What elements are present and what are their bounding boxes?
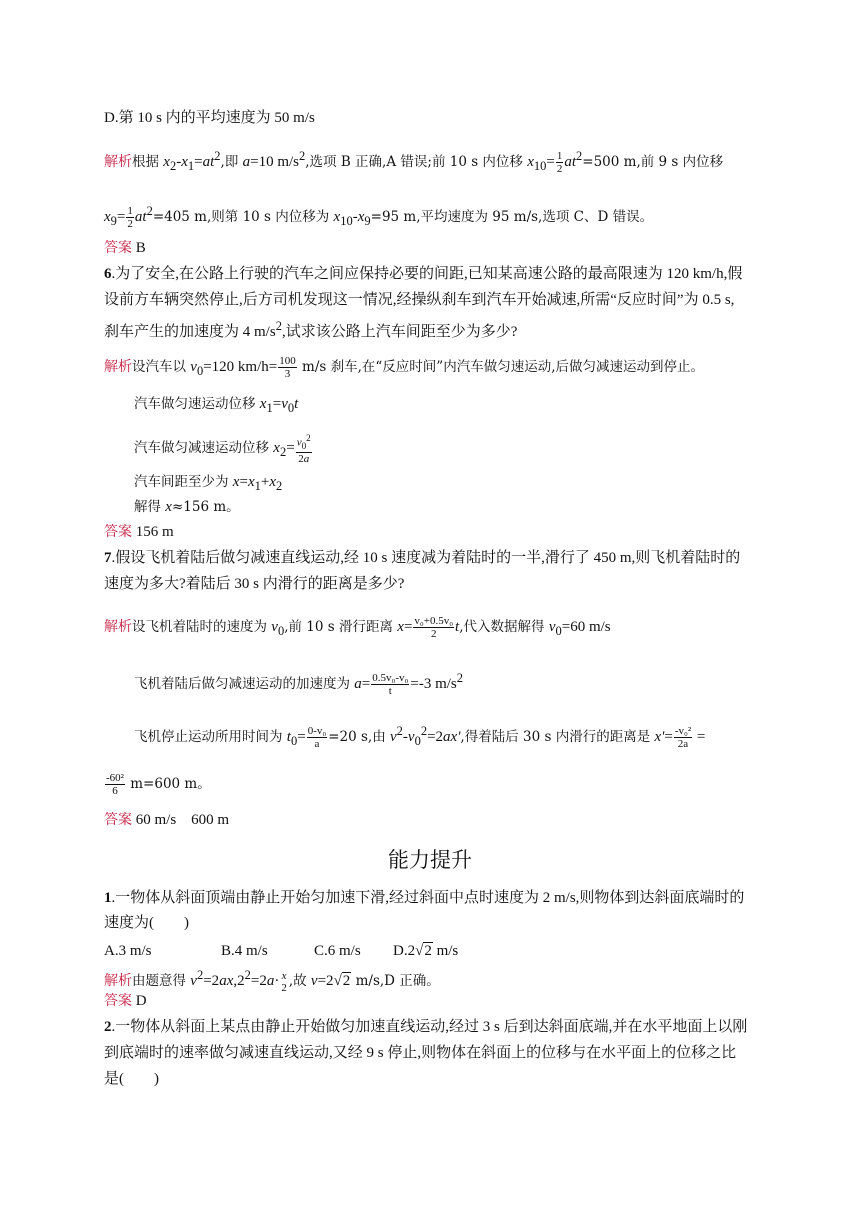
- question-2-line: 2.一物体从斜面上某点由静止开始做匀加速直线运动,经过 3 s 后到达斜面底端,并在水平地面上以刚: [104, 1019, 748, 1035]
- question-2-line: 到底端时的速率做匀减速直线运动,又经 9 s 停止,则物体在斜面上的位移与在水平面上的位移之比: [104, 1045, 737, 1061]
- fraction: $\frac{\text{-v₀²}}{2a}$: [674, 725, 692, 751]
- analysis-line: 解析由题意得 $v^2=2ax,2^2=2a\cdot x$ 2 ,故 v=2√2 m/s,D 正确。: [104, 968, 440, 994]
- analysis-line: 解析设飞机着陆时的速度为 $v_0$,前 10 s 滑行距离 x= $\frac{\text{v₀+0.5v₀}}{2}$ t,代入数据解得 $v_0=60$ m/s: [104, 615, 611, 640]
- option-a: A.3 m/s: [104, 943, 152, 959]
- question-6-line: 设前方车辆突然停止,后方司机发现这一情况,经操纵刹车到汽车开始减速,所需“反应时间”为 0.5 s,: [104, 292, 735, 308]
- fraction: $\frac{\text{0-v₀}}{a}$: [307, 725, 327, 751]
- option-c: C.6 m/s: [314, 943, 361, 959]
- analysis-line: $\frac{\text{-60²}}{6}$ m=600 m。: [106, 772, 211, 797]
- question-2-line: 是( ): [104, 1071, 159, 1087]
- question-6-line: 刹车产生的加速度为 4 $m/s^2$,试求该公路上汽车间距至少为多少?: [104, 319, 518, 340]
- option-d: D.2√2 m/s: [393, 943, 459, 959]
- option-d-line: D.第 10 s 内的平均速度为 50 m/s: [104, 110, 315, 126]
- analysis-line: 解析设汽车以 $v_0=120$ km/h= $\frac{100}{3}$ m/s 刹车,在“反应时间”内汽车做匀速运动,后做匀减速运动到停止。: [104, 355, 704, 380]
- question-7-line: 7.假设飞机着陆后做匀减速直线运动,经 10 s 速度减为着陆时的一半,滑行了 450 m,则飞机着陆时的: [104, 550, 741, 566]
- question-7-line: 速度为多大?着陆后 30 s 内滑行的距离是多少?: [104, 576, 405, 592]
- options-line: [104, 941, 458, 961]
- analysis-line: $x_9=$ $\frac{1}{2}$ $at^2=405$ m,则第 10 s 内位移为 $x_{10}-x_9=95$ m,平均速度为 95 m/s,选项 C、D 错误。: [104, 204, 654, 231]
- question-1-line: 1.一物体从斜面顶端由静止开始匀加速下滑,经过斜面中点时速度为 2 m/s,则物体到达斜面底端时的: [104, 890, 745, 906]
- analysis-line: 汽车间距至少为 $x=x_1+x_2$: [134, 474, 283, 493]
- answer-line: 答案 D: [104, 993, 147, 1009]
- answer-label: 答案: [104, 993, 132, 1009]
- answer-line: 答案 B: [104, 240, 146, 256]
- analysis-line: 解得 x≈156 m。: [134, 499, 240, 515]
- fraction: $\frac{1}{2}$: [127, 205, 133, 231]
- answer-label: 答案: [104, 812, 132, 828]
- fraction: $\frac{\text{v₀+0.5v₀}}{2}$: [414, 615, 454, 640]
- answer-label: 答案: [104, 240, 132, 256]
- fraction: $\frac{\text{0.5v₀-v₀}}{t}$: [372, 672, 409, 698]
- analysis-line: 飞机停止运动所用时间为 $t_0=$ $\frac{\text{0-v₀}}{a}$ =20 s,由 $v^2-v_0^2=2ax'$,得着陆后 30 s 内滑行的距离是 x'= $\frac{\text{-v₀²}}{2a}$ =: [134, 724, 706, 751]
- analysis-line: 飞机着陆后做匀减速运动的加速度为 a= $\frac{\text{0.5v₀-v₀}}{t}$ =-3 $m/s^2$: [134, 671, 463, 698]
- fraction: $\frac{100}{3}$: [279, 355, 296, 380]
- option-b: B.4 m/s: [221, 943, 268, 959]
- analysis-label: 解析: [104, 154, 132, 170]
- analysis-line: 解析根据 $x_2-x_1=at^2$,即 a=10 $m/s^2$,选项 B 正确,A 错误;前 10 s 内位移 $x_{10}=$ $\frac{1}{2}$ $at^2=500$ m,前 9 s 内位移: [104, 149, 724, 176]
- fraction: $\frac{\text{-60²}}{6}$: [106, 772, 124, 797]
- answer-label: 答案: [104, 524, 132, 540]
- analysis-label: 解析: [104, 358, 132, 375]
- fraction: $\frac{v_0^2}{2a}$: [296, 433, 311, 465]
- fraction: x 2: [281, 969, 287, 994]
- answer-line: 答案 60 m/s 600 m: [104, 812, 230, 828]
- analysis-label: 解析: [104, 973, 132, 989]
- answer-line: 答案 156 m: [104, 524, 174, 540]
- analysis-line: 汽车做匀减速运动位移 $x_2=$ $\frac{v_0^2}{2a}$: [134, 433, 311, 465]
- analysis-line: 汽车做匀速运动位移 $x_1=v_0t$: [134, 396, 299, 415]
- fraction: $\frac{1}{2}$: [556, 150, 563, 176]
- question-1-line: 速度为( ): [104, 915, 189, 931]
- analysis-label: 解析: [104, 618, 132, 635]
- question-6-line: 6.为了安全,在公路上行驶的汽车之间应保持必要的间距,已知某高速公路的最高限速为 120 km/h,假: [104, 266, 743, 282]
- section-heading: 能力提升: [388, 848, 472, 872]
